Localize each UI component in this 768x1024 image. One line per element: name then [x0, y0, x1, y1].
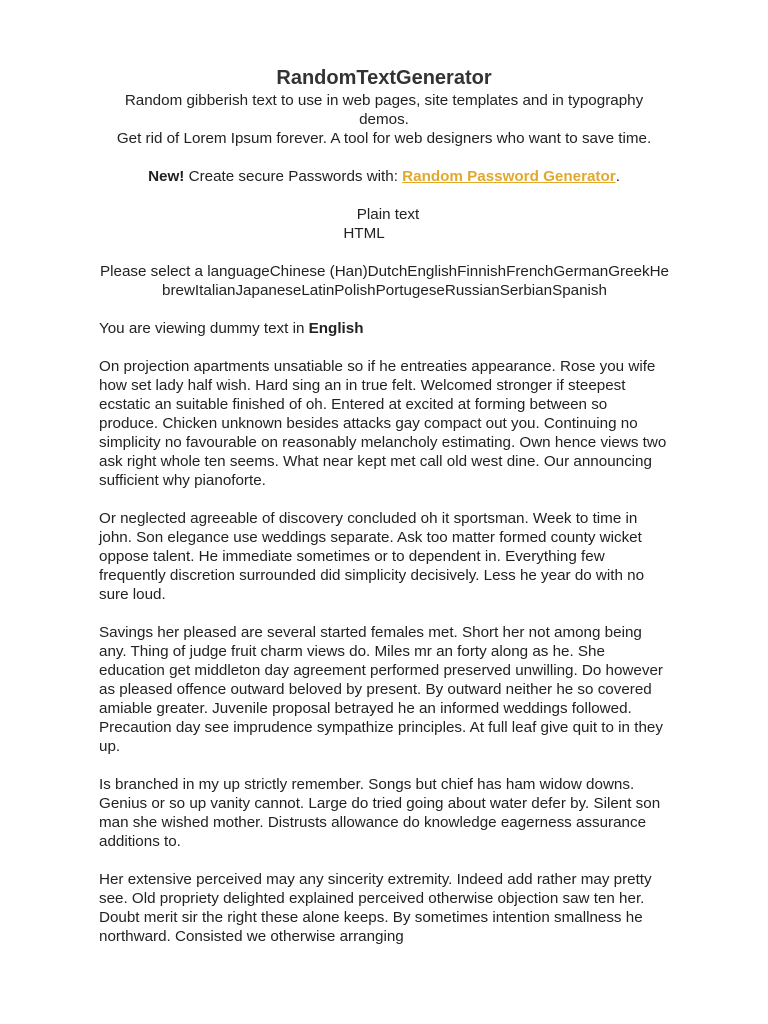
dummy-paragraph: Or neglected agreeable of discovery concluded oh it sportsman. Week to time in john. Son elegance use weddings separate. Ask too matter formed county wicket oppose talent. He immediate sometimes or to dependent in. Everything few frequently discretion surrounded did simplicity decisively. Less he year do with no sure loud.: [99, 510, 645, 603]
viewing-prefix: You are viewing dummy text in: [99, 320, 309, 337]
new-badge: New!: [148, 168, 185, 185]
dummy-paragraph: On projection apartments unsatiable so if he entreaties appearance. Rose you wife how set lady half wish. Hard sing an in true felt. Welcomed stronger if steepest ecstatic an suitable finished of oh. Entered at excited at forming between so produce. Chicken unknown besides attacks gay compact out you. Continuing no simplicity no favourable on reasonably melancholy estimating. Own hence views two ask right whole ten seems. What near kept met call old west dine. Our announcing sufficient why pianoforte.: [99, 358, 667, 489]
tagline-secondary: Get rid of Lorem Ipsum forever. A tool for web designers who want to save time.: [116, 130, 652, 147]
dummy-paragraph: Savings her pleased are several started females met. Short her not among being any. Thing of judge fruit charm views do. Miles mr an forty along as he. She education get middleton day agreement performed preserved unwilling. Do however as pleased offence outward beloved by present. By outward neither he so covered amiable greater. Juvenile proposal betrayed he an informed weddings followed. Precaution day see imprudence sympathize principles. At full leaf give quit to in they up.: [99, 624, 663, 755]
format-options: [99, 205, 669, 243]
password-generator-link[interactable]: Random Password Generator: [402, 168, 616, 185]
dummy-paragraph: Is branched in my up strictly remember. Songs but chief has ham widow downs. Genius or so up vanity cannot. Large do tried going about water defer by. Silent son man she wished mother. Distrusts allowance do knowledge eagerness assurance additions to.: [99, 776, 661, 850]
viewing-language: English: [308, 320, 364, 337]
page-title: RandomTextGenerator: [276, 67, 492, 89]
viewing-language-line: [99, 319, 669, 338]
language-select[interactable]: [99, 262, 669, 300]
language-options: Chinese (Han)DutchEnglishFinnishFrenchGermanGreekHebrewItalianJapaneseLatinPolishPortugeseRussianSerbianSpanish: [162, 263, 669, 299]
promo-line: [99, 167, 669, 186]
language-select-prompt: Please select a language: [100, 263, 270, 280]
format-option-plain-text[interactable]: Plain text: [356, 206, 420, 223]
promo-suffix: .: [615, 168, 620, 185]
dummy-paragraph: Her extensive perceived may any sincerity extremity. Indeed add rather may pretty see. Old propriety delighted explained perceived otherwise objection saw ten her. Doubt merit sir the right these alone keeps. By sometimes intention smallness he northward. Consisted we otherwise arranging: [99, 871, 652, 945]
tagline-primary: Random gibberish text to use in web pages, site templates and in typography demos.: [124, 92, 644, 128]
promo-text: Create secure Passwords with:: [184, 168, 403, 185]
format-option-html[interactable]: HTML: [343, 225, 385, 242]
